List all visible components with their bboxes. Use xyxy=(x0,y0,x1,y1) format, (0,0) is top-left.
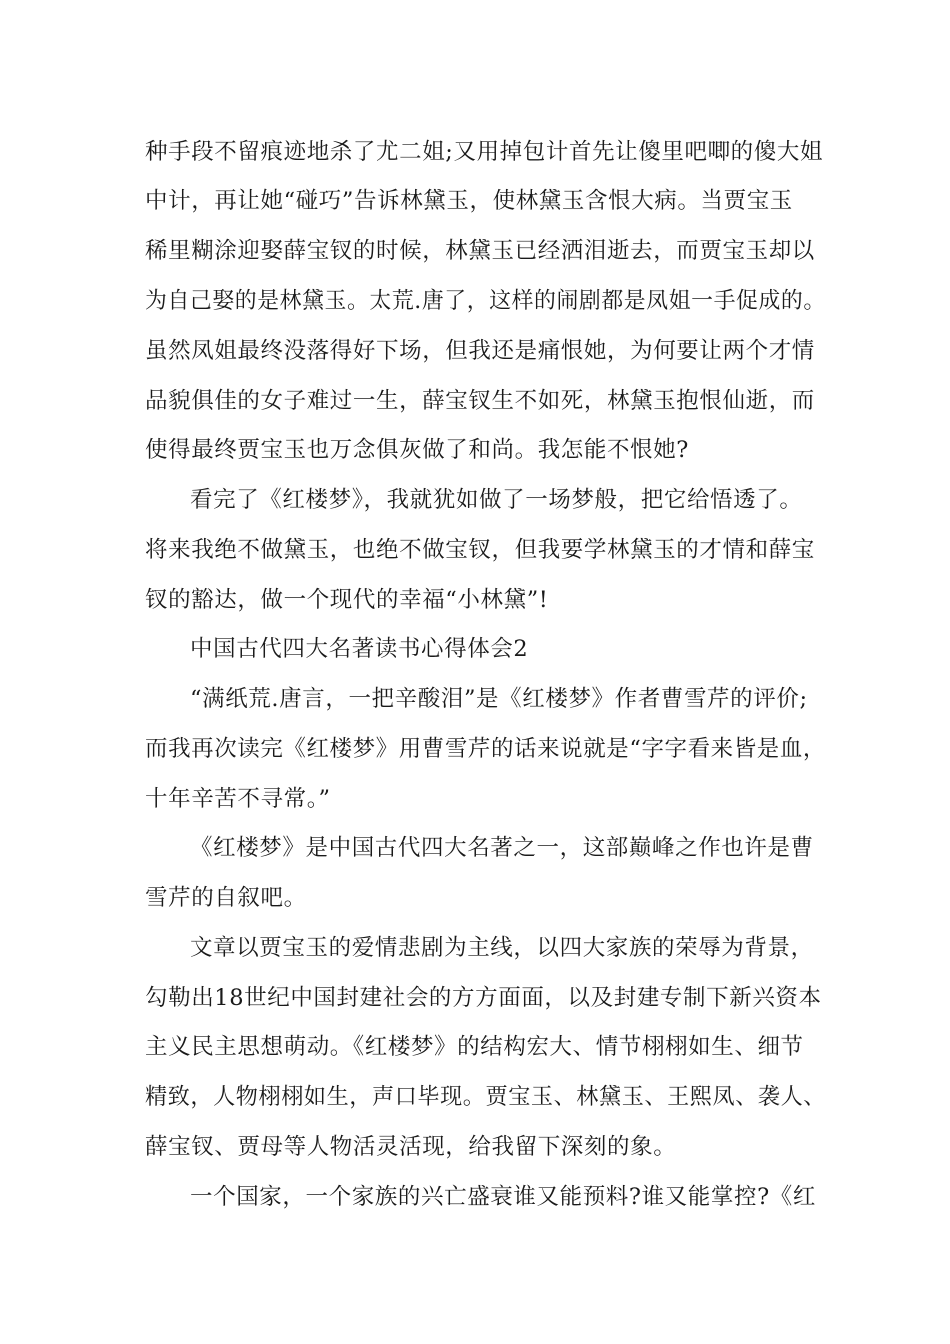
text-line: 文章以贾宝玉的爱情悲剧为主线，以四大家族的荣辱为背景， xyxy=(190,935,814,961)
text-line: 一个国家，一个家族的兴亡盛衰谁又能预料?谁又能掌控?《红 xyxy=(190,1184,816,1210)
text-line: 看完了《红楼梦》，我就犹如做了一场梦般，把它给悟透了。 xyxy=(190,487,803,513)
text-line: 种手段不留痕迹地杀了尤二姐;又用掉包计首先让傻里吧唧的傻大姐 xyxy=(145,139,824,165)
text-line: 薛宝钗、贾母等人物活灵活现，给我留下深刻的象。 xyxy=(145,1134,677,1160)
text-line: 主义民主思想萌动。《红楼梦》的结构宏大、情节栩栩如生、细节 xyxy=(145,1034,804,1060)
text-line: “满纸荒.唐言，一把辛酸泪”是《红楼梦》作者曹雪芹的评价; xyxy=(190,686,808,712)
text-line: 虽然凤姐最终没落得好下场，但我还是痛恨她，为何要让两个才情 xyxy=(145,338,815,364)
text-line: 勾勒出18世纪中国封建社会的方方面面，以及封建专制下新兴资本 xyxy=(145,985,822,1011)
text-line: 而我再次读完《红楼梦》用曹雪芹的话来说就是“字字看来皆是血， xyxy=(145,736,826,762)
text-line: 品貌俱佳的女子难过一生，薛宝钗生不如死，林黛玉抱恨仙逝，而 xyxy=(145,388,815,414)
section-heading: 中国古代四大名著读书心得体会2 xyxy=(190,636,529,662)
text-line: 雪芹的自叙吧。 xyxy=(145,885,307,911)
text-line: 将来我绝不做黛玉，也绝不做宝钗，但我要学林黛玉的才情和薛宝 xyxy=(145,537,815,563)
text-line: 为自己娶的是林黛玉。太荒.唐了，这样的闹剧都是凤姐一手促成的。 xyxy=(145,288,826,314)
text-line: 中计，再让她“碰巧”告诉林黛玉，使林黛玉含恨大病。当贾宝玉 xyxy=(145,188,793,214)
text-line: 稀里糊涂迎娶薛宝钗的时候，林黛玉已经洒泪逝去，而贾宝玉却以 xyxy=(145,238,815,264)
text-line: 精致，人物栩栩如生，声口毕现。贾宝玉、林黛玉、王熙凤、袭人、 xyxy=(145,1084,827,1110)
text-line: 钗的豁达，做一个现代的幸福“小林黛”! xyxy=(145,587,549,613)
text-line: 《红楼梦》是中国古代四大名著之一，这部巅峰之作也许是曹 xyxy=(190,835,814,861)
text-line: 使得最终贾宝玉也万念俱灰做了和尚。我怎能不恨她? xyxy=(145,437,689,463)
text-line: 十年辛苦不寻常。” xyxy=(145,786,331,812)
